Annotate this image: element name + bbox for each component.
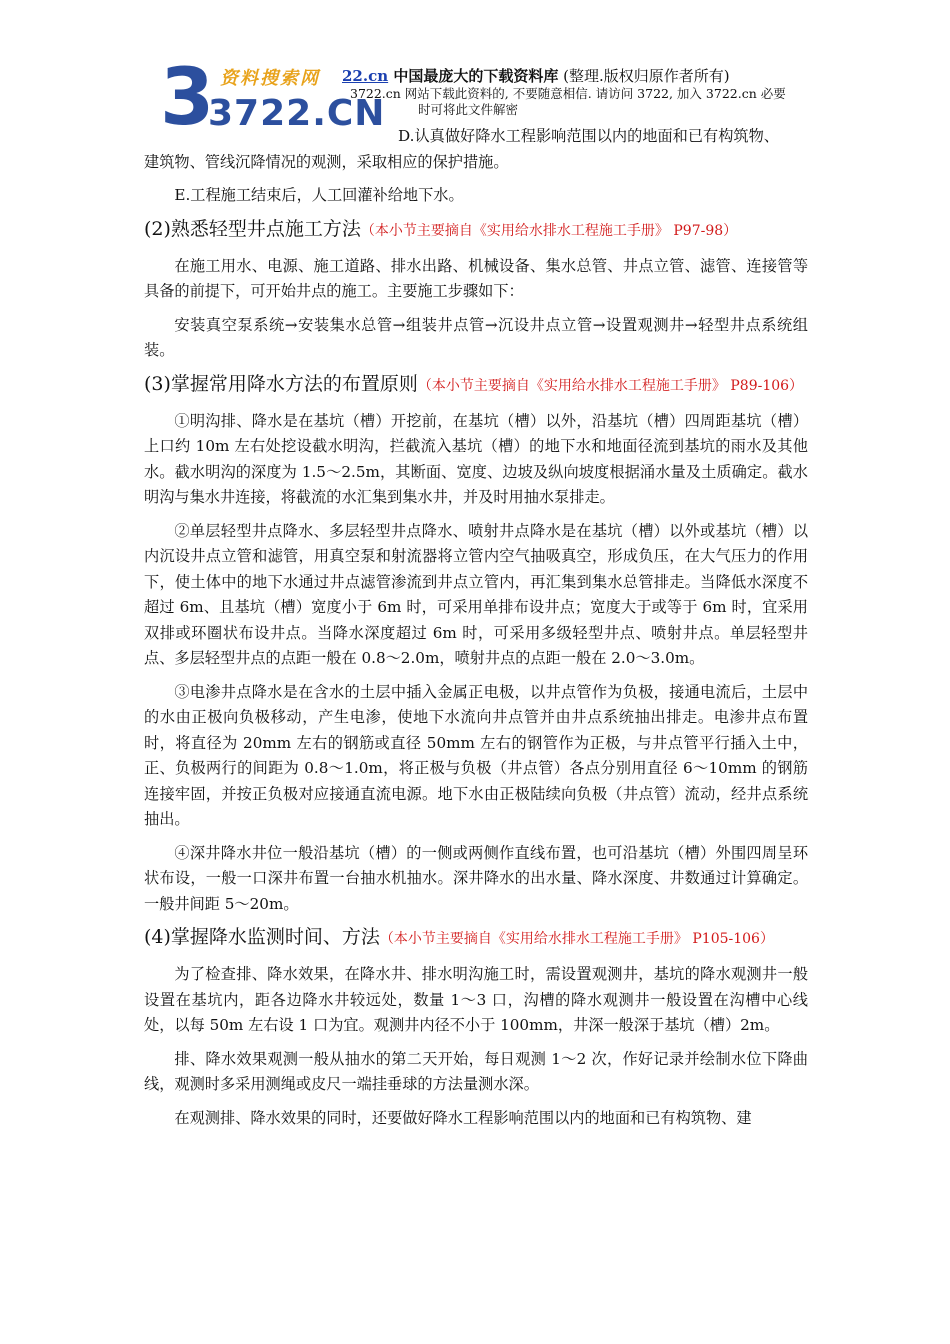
header-line-1 [342,66,730,86]
paragraph: ③电渗井点降水是在含水的土层中插入金属正电极，以井点管作为负极，接通电流后，土层中的水由正极向负极移动，产生电渗，使地下水流向井点管并由井点系统抽出排走。电渗井点布置时，将直径为 20mm 左右的钢筋或直径 50mm 左右的钢管作为正极，与井点管平行插入土中，正、负极两行的间距为 0.8～1.0m，将正极与负极（井点管）各点分别用直径 6～10mm 的钢筋连接牢固，并按正负极对应接通直流电源。地下水由正极陆续向负极（井点管）流动，经井点系统抽出。 [144,682,808,828]
header-notice-cont: 时可将此文件解密 [418,102,519,117]
section-heading-4 [144,925,808,952]
logo-slogan: 资料搜索网 [220,68,320,89]
paragraph-d-cont: 建筑物、管线沉降情况的观测，采取相应的保护措施。 [144,152,509,171]
paragraph: 排、降水效果观测一般从抽水的第二天开始，每日观测 1～2 次，作好记录并绘制水位下降曲线，观测时多采用测绳或皮尺一端挂垂球的方法量测水深。 [144,1049,808,1093]
header-copyright: (整理.版权归原作者所有) [558,67,730,85]
heading-reference: （本小节主要摘自《实用给水排水工程施工手册》 P97-98） [360,222,738,239]
logo-text: 3722.CN [208,93,386,134]
site-link[interactable]: 22.cn [342,67,389,85]
heading-reference: （本小节主要摘自《实用给水排水工程施工手册》 P89-106） [417,377,804,394]
logo-number: 3 [160,53,213,143]
heading-title: (2)熟悉轻型井点施工方法 [144,217,361,240]
header-title: 中国最庞大的下载资料库 [388,67,559,85]
paragraph-e: E.工程施工结束后，人工回灌补给地下水。 [174,186,464,204]
paragraph: ①明沟排、降水是在基坑（槽）开挖前，在基坑（槽）以外，沿基坑（槽）四周距基坑（槽）上口约 10m 左右处挖设截水明沟，拦截流入基坑（槽）的地下水和地面径流到基坑的雨水及其他水。截水明沟的深度为 1.5～2.5m，其断面、宽度、边坡及纵向坡度根据涌水量及土质确定。截水明沟与集水井连接，将截流的水汇集到集水井，并及时用抽水泵排走。 [144,411,808,506]
header-notice: 3722.cn 网站下载此资料的, 不要随意相信. 请访问 3722, 加入 3722.cn 必要 [350,86,786,101]
heading-title: (4)掌握降水监测时间、方法 [144,926,380,948]
document-body [144,124,808,1139]
section-heading-3 [144,372,808,399]
heading-reference: （本小节主要摘自《实用给水排水工程施工手册》 P105-106） [379,931,774,947]
paragraph: 在观测排、降水效果的同时，还要做好降水工程影响范围以内的地面和已有构筑物、建 [174,1108,752,1127]
paragraph: ②单层轻型井点降水、多层轻型井点降水、喷射井点降水是在基坑（槽）以外或基坑（槽）以内沉设井点立管和滤管，用真空泵和射流器将立管内空气抽吸真空，形成负压，在大气压力的作用下，使土体中的地下水通过井点滤管渗流到井点立管内，再汇集到集水总管排走。当降低水深度不超过 6m、且基坑（槽）宽度小于 6m 时，可采用单排布设井点；宽度大于或等于 6m 时，宜采用双排或环圈状布设井点。当降水深度超过 6m 时，可采用多级轻型井点、喷射井点。单层轻型井点、多层轻型井点的点距一般在 0.8～2.0m，喷射井点的点距一般在 2.0～3.0m。 [144,521,808,667]
paragraph: ④深井降水井位一般沿基坑（槽）的一侧或两侧作直线布置，也可沿基坑（槽）外围四周呈环状布设，一般一口深井布置一台抽水机抽水。深井降水的出水量、降水深度、井数通过计算确定。一般井间距 5～20m。 [144,843,808,913]
heading-title: (3)掌握常用降水方法的布置原则 [144,372,418,395]
paragraph: 为了检查排、降水效果，在降水井、排水明沟施工时，需设置观测井，基坑的降水观测井一般设置在基坑内，距各边降水井较远处，数量 1～3 口，沟槽的降水观测井一般设置在沟槽中心线处，以每 50m 左右设 1 口为宜。观测井内径不小于 100mm，井深一般深于基坑（槽）2m。 [144,965,808,1034]
section-heading-2 [144,217,808,244]
paragraph-d: D.认真做好降水工程影响范围以内的地面和已有构筑物、 [398,127,779,145]
paragraph: 安装真空泵系统→安装集水总管→组装井点管→沉设井点立管→设置观测井→轻型井点系统组装。 [144,315,808,359]
paragraph: 在施工用水、电源、施工道路、排水出路、机械设备、集水总管、井点立管、滤管、连接管等具备的前提下，可开始井点的施工。主要施工步骤如下： [144,256,808,300]
